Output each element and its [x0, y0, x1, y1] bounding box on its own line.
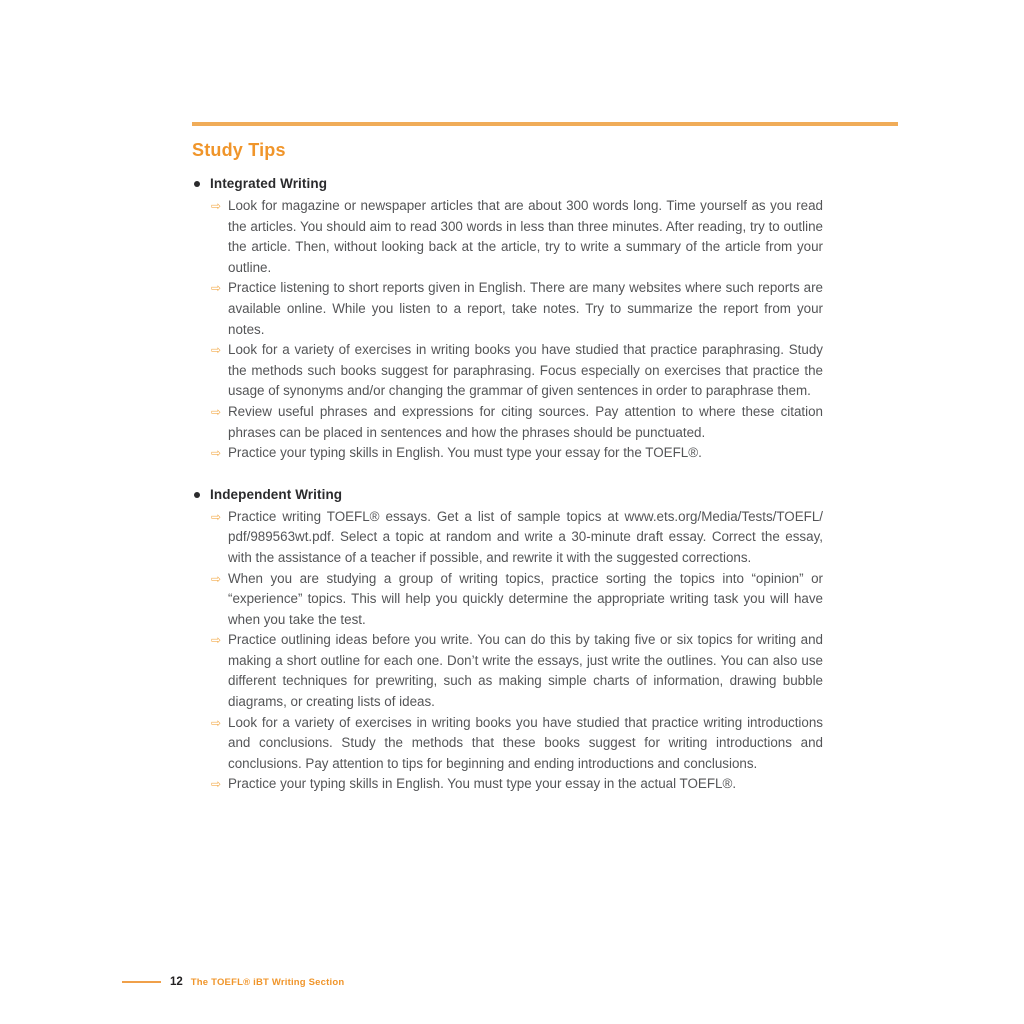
top-divider	[192, 122, 898, 126]
list-item-text: Practice outlining ideas before you write. You can do this by taking five or six topics for writing and making a short outline for each one. Don’t write the essays, just write the outlines. You can also use different techniques for prewriting, such as making simple charts of information, drawing bubble diagrams, or creating lists of ideas.	[228, 632, 823, 710]
page-title: Study Tips	[192, 140, 286, 160]
footer-title: The TOEFL® iBT Writing Section	[190, 976, 345, 988]
section-heading: Independent Writing	[210, 486, 343, 502]
page-number: 12	[170, 976, 183, 988]
list-item-text: When you are studying a group of writing topics, practice sorting the topics into “opinion” or “experience” topics. This will help you quickly determine the appropriate writing task you will have when you take the test.	[228, 570, 823, 627]
list-item-text: Practice your typing skills in English. You must type your essay for the TOEFL®.	[228, 445, 702, 461]
bullet-icon	[194, 181, 200, 187]
list-item	[211, 507, 823, 569]
list-item	[211, 443, 823, 464]
list-item	[211, 630, 823, 712]
list-item-text: Look for magazine or newspaper articles that are about 300 words long. Time yourself as you read the articles. You should aim to read 300 words in less than three minutes. After reading, try to outline the article. Then, without looking back at the article, try to write a summary of the article from your outline.	[228, 198, 823, 275]
list-item-text: Review useful phrases and expressions for citing sources. Pay attention to where these citation phrases can be placed in sentences and how the phrases should be punctuated.	[228, 403, 823, 440]
section-heading-row	[194, 174, 823, 194]
arrow-icon: ⇨	[211, 509, 222, 524]
list-item	[211, 196, 823, 278]
page-footer	[122, 976, 344, 988]
list-item-text: Look for a variety of exercises in writing books you have studied that practice paraphrasing. Study the methods such books suggest for paraphrasing. Focus especially on exercises that practice the usage of synonyms and/or changing the grammar of given sentences in order to paraphrase them.	[228, 342, 823, 399]
list-item	[211, 569, 823, 631]
list-item	[211, 713, 823, 775]
list-item-text: Look for a variety of exercises in writing books you have studied that practice writing introductions and conclusions. Study the methods that these books suggest for writing introductions and conclusions. Pay attention to tips for beginning and ending introductions and conclusions.	[228, 714, 823, 771]
footer-divider	[122, 981, 161, 983]
page-content	[192, 140, 823, 795]
arrow-icon: ⇨	[211, 777, 222, 792]
arrow-icon: ⇨	[211, 715, 222, 730]
bullet-icon	[194, 492, 200, 498]
list-item-text: Practice listening to short reports given in English. There are many websites where such reports are available online. While you listen to a report, take notes. Try to summarize the report from your notes.	[228, 280, 823, 337]
section-independent-writing	[192, 485, 823, 795]
arrow-icon: ⇨	[211, 404, 222, 419]
list-item	[211, 774, 823, 795]
list-item	[211, 340, 823, 402]
section-heading: Integrated Writing	[210, 176, 328, 191]
list-item-text: Practice your typing skills in English. You must type your essay in the actual TOEFL®.	[228, 776, 737, 792]
section-heading-row	[194, 485, 823, 505]
arrow-icon: ⇨	[211, 571, 222, 586]
arrow-icon: ⇨	[211, 343, 222, 358]
list-item-text: Practice writing TOEFL® essays. Get a list of sample topics at www.ets.org/Media/Tests/TOEFL/​pdf/989563wt.pdf. Select a topic at random and write a 30-minute draft essay. Correct the essay, with the assistance of a teacher if possible, and rewrite it with the suggested corrections.	[228, 508, 823, 565]
list-item	[211, 278, 823, 340]
list-item	[211, 402, 823, 443]
arrow-icon: ⇨	[211, 446, 222, 461]
arrow-icon: ⇨	[211, 633, 222, 648]
arrow-icon: ⇨	[211, 199, 222, 213]
section-integrated-writing	[192, 174, 823, 464]
arrow-icon: ⇨	[211, 281, 222, 296]
